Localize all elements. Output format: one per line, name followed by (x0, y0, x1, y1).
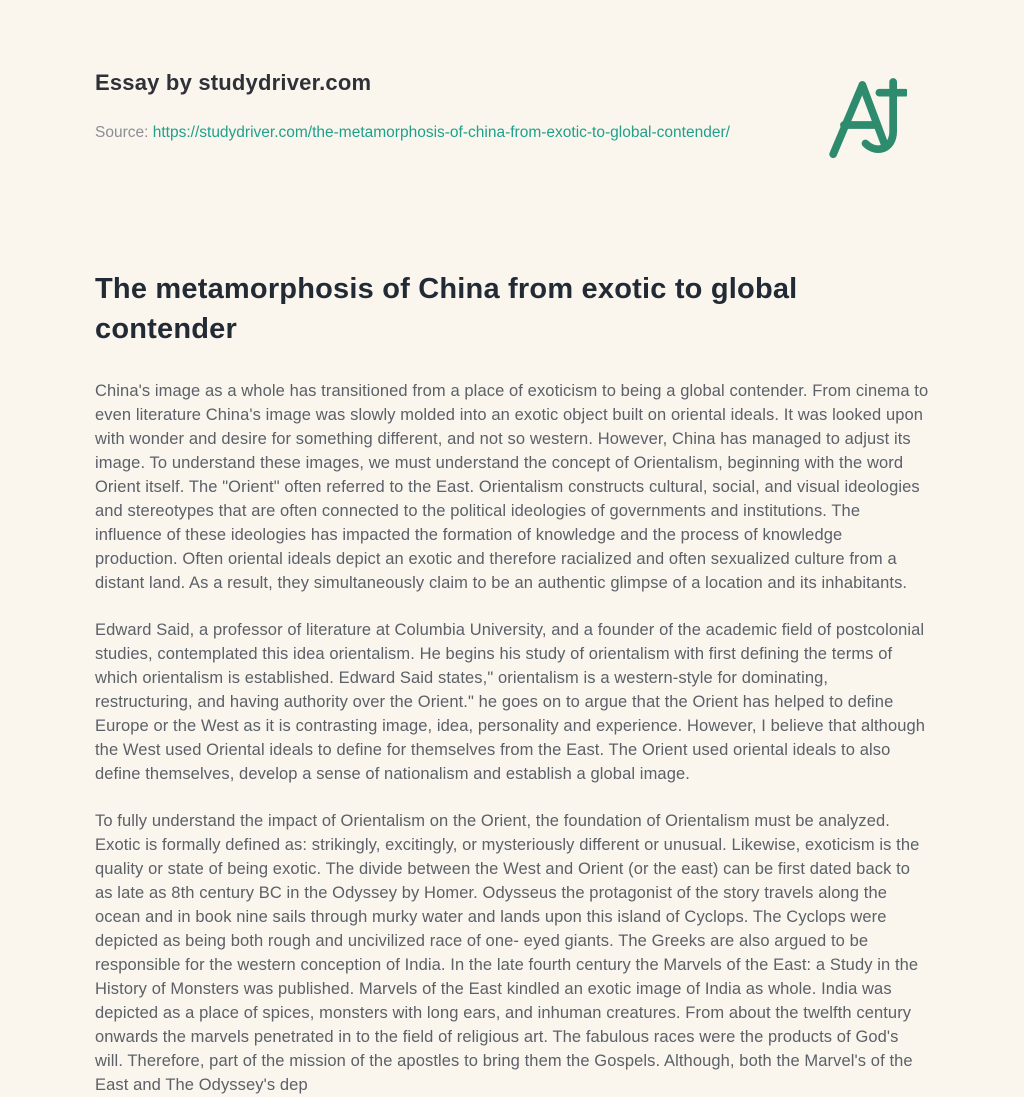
source-url-link[interactable]: https://studydriver.com/the-metamorphosis-of-china-from-exotic-to-global-contender/ (152, 124, 730, 141)
source-label: Source: (95, 124, 149, 141)
essay-title: The metamorphosis of China from exotic to global contender (95, 273, 798, 345)
header-left (95, 68, 730, 145)
byline: Essay by studydriver.com (95, 70, 372, 95)
page-header (95, 68, 929, 171)
essay-paragraph: Edward Said, a professor of literature at Columbia University, and a founder of the academic field of postcolonial studies, contemplated this idea orientalism. He begins his study of orientalism with first defining the terms of which orientalism is established. Edward Said states," orientalism is a western-style for dominating, restructuring, and having authority over the Orient." he goes on to argue that the Orient has helped to define Europe or the West as it is contrasting image, idea, personality and experience. However, I believe that although the West used Oriental ideals to define for themselves from the East. The Orient used oriental ideals to also define themselves, develop a sense of nationalism and establish a global image. (95, 621, 926, 783)
studydriver-logo (827, 74, 907, 171)
essay-body (95, 379, 929, 1097)
essay-paragraph: To fully understand the impact of Orientalism on the Orient, the foundation of Orientalism must be analyzed. Exotic is formally defined as: strikingly, excitingly, or mysteriously different or unusual. Likewise, exoticism is the quality or state of being exotic. The divide between the West and Orient (or the east) can be first dated back to as late as 8th century BC in the Odyssey by Homer. Odysseus the protagonist of the story travels along the ocean and in book nine sails through murky water and lands upon this island of Cyclops. The Cyclops were depicted as being both rough and uncivilized race of one- eyed giants. The Greeks are also argued to be responsible for the western conception of India. In the late fourth century the Marvels of the East: a Study in the History of Monsters was published. Marvels of the East kindled an exotic image of India as whole. India was depicted as a place of spices, monsters with long ears, and inhuman creatures. From about the twelfth century onwards the marvels penetrated in to the field of religious art. The fabulous races were the products of God's will. Therefore, part of the mission of the apostles to bring them the Gospels. Although, both the Marvel's of the East and The Odyssey's dep (95, 812, 920, 1094)
essay-paragraph: China's image as a whole has transitioned from a place of exoticism to being a global contender. From cinema to even literature China's image was slowly molded into an exotic object built on oriental ideals. It was looked upon with wonder and desire for something different, and not so western. However, China has managed to adjust its image. To understand these images, we must understand the concept of Orientalism, beginning with the word Orient itself. The "Orient" often referred to the East. Orientalism constructs cultural, social, and visual ideologies and stereotypes that are often connected to the political ideologies of governments and institutions. The influence of these ideologies has impacted the formation of knowledge and the process of knowledge production. Often oriental ideals depict an exotic and therefore racialized and often sexualized culture from a distant land. As a result, they simultaneously claim to be an authentic glimpse of a location and its inhabitants. (95, 382, 929, 592)
source-line (95, 120, 730, 145)
